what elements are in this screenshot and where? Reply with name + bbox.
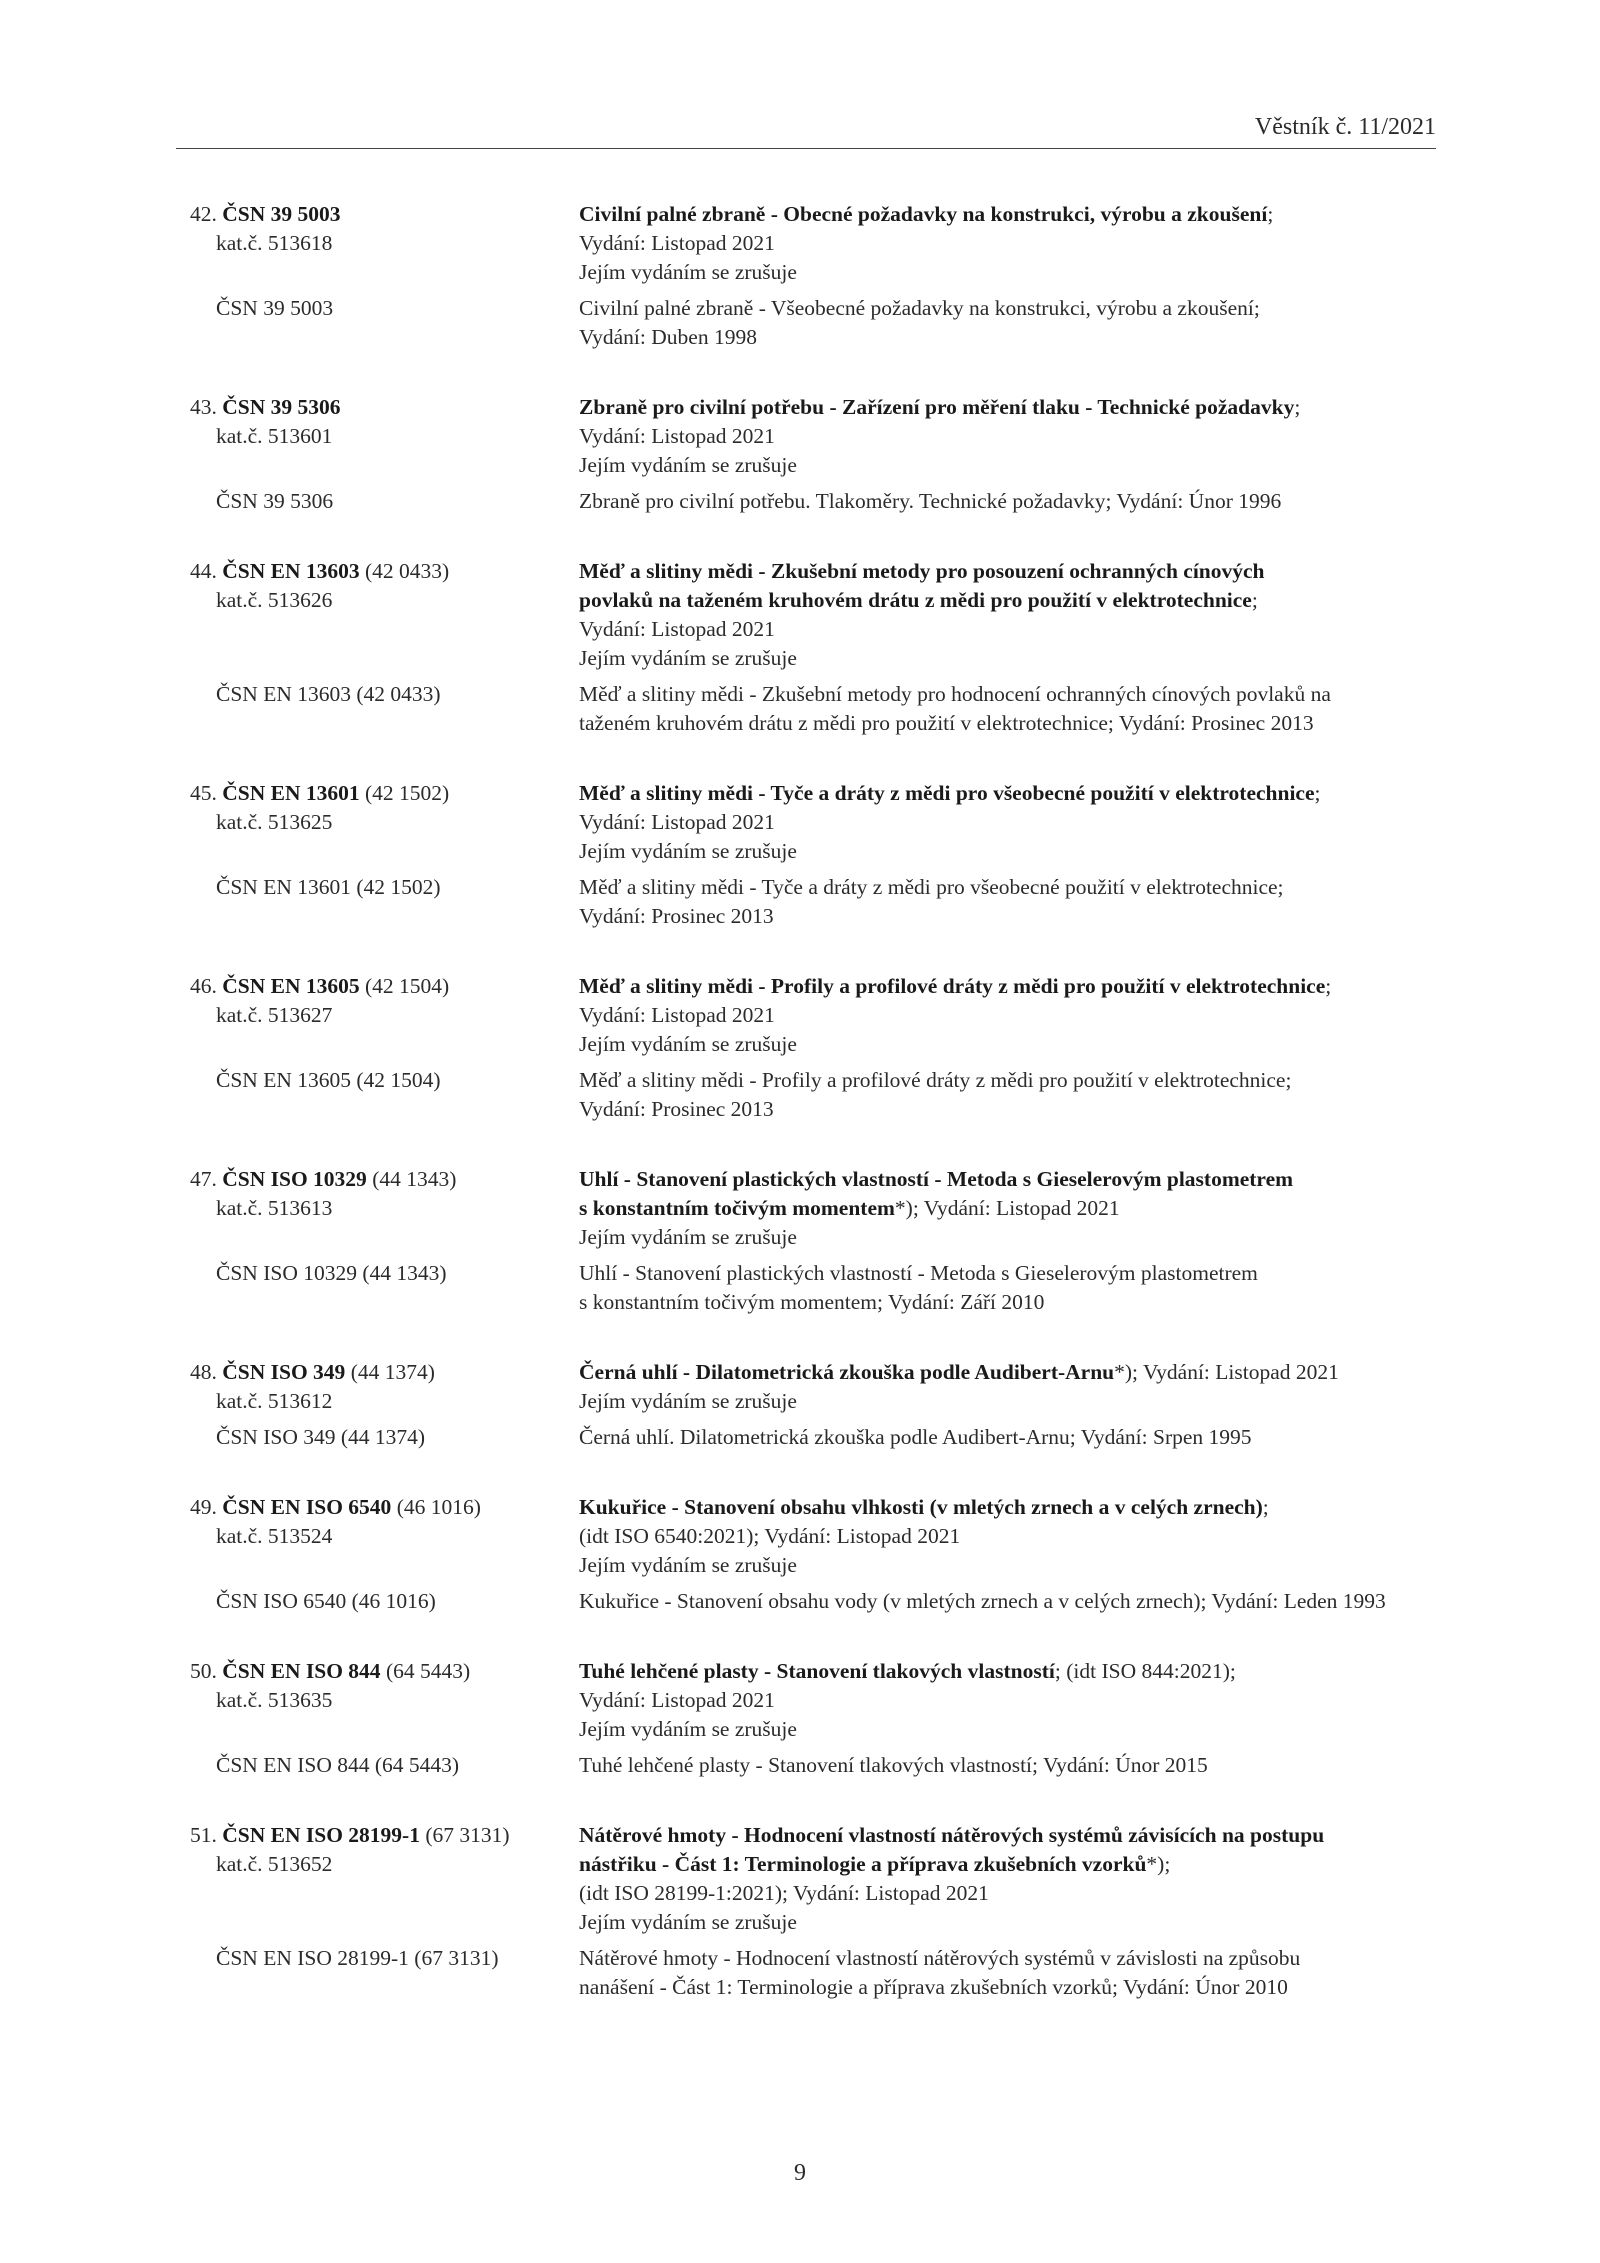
standard-title: nástřiku - Část 1: Terminologie a příprava zkušebních vzorků: [579, 1852, 1147, 1876]
catalog-number: kat.č. 513601: [216, 424, 333, 448]
replaced-standard-row: [190, 1751, 1446, 1780]
new-standard-identifiers: [190, 1493, 579, 1580]
new-standard-identifiers: [190, 557, 579, 673]
edition-info: Jejím vydáním se zrušuje: [579, 839, 797, 863]
new-standard-details: [579, 1493, 1446, 1580]
replaced-standard-title: Uhlí - Stanovení plastických vlastností - Metoda s Gieselerovým plastometrem: [579, 1261, 1258, 1285]
new-standard-identifiers: [190, 1657, 579, 1744]
edition-info: Vydání: Listopad 2021: [579, 1003, 775, 1027]
new-standard-details: [579, 1358, 1446, 1416]
new-standard-details: [579, 1821, 1446, 1937]
standard-entry: [190, 200, 1446, 352]
classification-code: (46 1016): [396, 1495, 481, 1519]
standard-title-line: [579, 972, 1446, 1001]
replaced-standard-details: [579, 294, 1446, 352]
new-standard-row: [190, 1493, 1446, 1580]
title-continuation: Vydání: Listopad 2021: [1138, 1360, 1339, 1384]
replaced-standard-code: ČSN EN ISO 28199-1 (67 3131): [216, 1946, 499, 1970]
edition-info: Vydání: Listopad 2021: [579, 810, 775, 834]
new-standard-identifiers: [190, 200, 579, 287]
bulletin-title: Věstník č. 11/2021: [1254, 114, 1436, 140]
replaced-standard-details: [579, 1259, 1446, 1317]
standard-title-line: [579, 1850, 1446, 1879]
new-standard-row: [190, 1821, 1446, 1937]
entry-number: 44.: [190, 559, 217, 583]
title-continuation: Vydání: Listopad 2021: [918, 1196, 1120, 1220]
standard-entry: [190, 1165, 1446, 1317]
replaced-standard-details: [579, 1587, 1446, 1616]
title-suffix: ;: [1251, 588, 1258, 612]
standard-designation: [190, 1358, 579, 1387]
replaced-standard-details: [579, 1944, 1446, 2002]
standard-title: Černá uhlí - Dilatometrická zkouška podle Audibert-Arnu: [579, 1360, 1115, 1384]
new-standard-identifiers: [190, 1165, 579, 1252]
replaced-standard-title: Vydání: Prosinec 2013: [579, 904, 774, 928]
edition-info: Jejím vydáním se zrušuje: [579, 1910, 797, 1934]
replaced-standard-title: Měď a slitiny mědi - Profily a profilové dráty z mědi pro použití v elektrotechnice;: [579, 1068, 1292, 1092]
replaced-standard-row: [190, 1587, 1446, 1616]
standard-code: ČSN EN ISO 28199-1: [222, 1823, 420, 1847]
entry-number: 51.: [190, 1823, 217, 1847]
catalog-number: kat.č. 513613: [216, 1196, 333, 1220]
standard-title: Civilní palné zbraně - Obecné požadavky na konstrukci, výrobu a zkoušení: [579, 202, 1268, 226]
title-continuation: (idt ISO 844:2021);: [1060, 1659, 1236, 1683]
entry-number: 46.: [190, 974, 217, 998]
new-standard-identifiers: [190, 1821, 579, 1937]
edition-info: Jejím vydáním se zrušuje: [579, 1032, 797, 1056]
replaced-standard-details: [579, 873, 1446, 931]
page-number: 9: [794, 2160, 806, 2186]
new-standard-details: [579, 393, 1446, 480]
standard-entry: [190, 1821, 1446, 2002]
replaced-standard-row: [190, 1944, 1446, 2002]
title-suffix: ;: [1054, 1659, 1061, 1683]
standard-entry: [190, 557, 1446, 738]
replaced-standard-details: [579, 487, 1446, 516]
standard-title-line: [579, 1821, 1446, 1850]
edition-info: Jejím vydáním se zrušuje: [579, 1553, 797, 1577]
new-standard-details: [579, 972, 1446, 1059]
standard-title-line: [579, 586, 1446, 615]
standard-code: ČSN EN 13601: [222, 781, 360, 805]
new-standard-details: [579, 1165, 1446, 1252]
standard-title-line: [579, 1194, 1446, 1223]
title-suffix: ;: [1267, 202, 1274, 226]
replaced-standard-title: Zbraně pro civilní potřebu. Tlakoměry. Technické požadavky; Vydání: Únor 1996: [579, 489, 1282, 513]
edition-info: Jejím vydáním se zrušuje: [579, 646, 797, 670]
replaced-standard-row: [190, 487, 1446, 516]
standard-code: ČSN 39 5003: [222, 202, 341, 226]
replaced-standard-title: Měď a slitiny mědi - Tyče a dráty z mědi pro všeobecné použití v elektrotechnice;: [579, 875, 1284, 899]
new-standard-identifiers: [190, 972, 579, 1059]
replaced-standard-code: ČSN ISO 6540 (46 1016): [216, 1589, 436, 1613]
replaced-standard-row: [190, 294, 1446, 352]
edition-info: (idt ISO 28199-1:2021); Vydání: Listopad 2021: [579, 1881, 989, 1905]
standard-code: ČSN EN ISO 844: [222, 1659, 381, 1683]
catalog-number: kat.č. 513625: [216, 810, 333, 834]
standard-title: Nátěrové hmoty - Hodnocení vlastností nátěrových systémů závisících na postupu: [579, 1823, 1325, 1847]
new-standard-identifiers: [190, 1358, 579, 1416]
standard-code: ČSN 39 5306: [222, 395, 341, 419]
catalog-number: kat.č. 513612: [216, 1389, 333, 1413]
title-suffix: ;: [1325, 974, 1332, 998]
replaced-standard-title: Tuhé lehčené plasty - Stanovení tlakových vlastností; Vydání: Únor 2015: [579, 1753, 1208, 1777]
standard-title: Uhlí - Stanovení plastických vlastností - Metoda s Gieselerovým plastometrem: [579, 1167, 1294, 1191]
standard-entry: [190, 779, 1446, 931]
classification-code: (44 1374): [350, 1360, 435, 1384]
edition-info: Jejím vydáním se zrušuje: [579, 453, 797, 477]
replaced-standard-title: nanášení - Část 1: Terminologie a příprava zkušebních vzorků; Vydání: Únor 2010: [579, 1975, 1288, 1999]
edition-info: Vydání: Listopad 2021: [579, 424, 775, 448]
replaced-standard-title: Kukuřice - Stanovení obsahu vody (v mletých zrnech a v celých zrnech); Vydání: Leden 1993: [579, 1589, 1386, 1613]
standard-entry: [190, 1493, 1446, 1616]
standard-designation: [190, 1657, 579, 1686]
entry-number: 42.: [190, 202, 217, 226]
standard-title-line: [579, 200, 1446, 229]
standard-code: ČSN ISO 349: [222, 1360, 346, 1384]
standard-title-line: [579, 1657, 1446, 1686]
standard-title: Měď a slitiny mědi - Profily a profilové dráty z mědi pro použití v elektrotechnice: [579, 974, 1326, 998]
catalog-number: kat.č. 513626: [216, 588, 333, 612]
replaced-standard-code: ČSN 39 5306: [216, 489, 334, 513]
standard-entry: [190, 1358, 1446, 1452]
standard-code: ČSN ISO 10329: [222, 1167, 367, 1191]
new-standard-identifiers: [190, 393, 579, 480]
replaced-standard-title: s konstantním točivým momentem; Vydání: Září 2010: [579, 1290, 1045, 1314]
standard-designation: [190, 393, 579, 422]
new-standard-row: [190, 972, 1446, 1059]
replaced-standard-title: Civilní palné zbraně - Všeobecné požadavky na konstrukci, výrobu a zkoušení;: [579, 296, 1260, 320]
edition-info: Jejím vydáním se zrušuje: [579, 1389, 797, 1413]
standard-title-line: [579, 557, 1446, 586]
edition-info: (idt ISO 6540:2021); Vydání: Listopad 2021: [579, 1524, 961, 1548]
title-suffix: *);: [1146, 1852, 1171, 1876]
new-standard-row: [190, 200, 1446, 287]
standard-designation: [190, 1493, 579, 1522]
replaced-standard-row: [190, 873, 1446, 931]
standard-designation: [190, 200, 579, 229]
standard-designation: [190, 1165, 579, 1194]
replaced-standard-title: Černá uhlí. Dilatometrická zkouška podle Audibert-Arnu; Vydání: Srpen 1995: [579, 1425, 1252, 1449]
replaced-standard-code: ČSN EN ISO 844 (64 5443): [216, 1753, 460, 1777]
title-suffix: *);: [894, 1196, 919, 1220]
replaced-standard-code: ČSN ISO 10329 (44 1343): [216, 1261, 447, 1285]
new-standard-row: [190, 1358, 1446, 1416]
standard-title: Kukuřice - Stanovení obsahu vlhkosti (v mletých zrnech a v celých zrnech): [579, 1495, 1263, 1519]
edition-info: Jejím vydáním se zrušuje: [579, 1717, 797, 1741]
replaced-standard-code: ČSN EN 13603 (42 0433): [216, 682, 441, 706]
replaced-standard-row: [190, 680, 1446, 738]
classification-code: (44 1343): [372, 1167, 457, 1191]
catalog-number: kat.č. 513627: [216, 1003, 333, 1027]
standard-code: ČSN EN 13605: [222, 974, 360, 998]
title-suffix: ;: [1314, 781, 1321, 805]
standard-title: s konstantním točivým momentem: [579, 1196, 895, 1220]
edition-info: Vydání: Listopad 2021: [579, 231, 775, 255]
standard-designation: [190, 557, 579, 586]
standard-title-line: [579, 779, 1446, 808]
entry-number: 48.: [190, 1360, 217, 1384]
classification-code: (42 1502): [365, 781, 450, 805]
replaced-standard-title: Vydání: Duben 1998: [579, 325, 757, 349]
catalog-number: kat.č. 513635: [216, 1688, 333, 1712]
classification-code: (67 3131): [425, 1823, 510, 1847]
entry-number: 43.: [190, 395, 217, 419]
replaced-standard-details: [579, 1066, 1446, 1124]
new-standard-details: [579, 779, 1446, 866]
replaced-standard-title: taženém kruhovém drátu z mědi pro použití v elektrotechnice; Vydání: Prosinec 2013: [579, 711, 1314, 735]
new-standard-details: [579, 1657, 1446, 1744]
edition-info: Jejím vydáním se zrušuje: [579, 1225, 797, 1249]
standard-designation: [190, 779, 579, 808]
replaced-standard-code: ČSN 39 5003: [216, 296, 334, 320]
catalog-number: kat.č. 513524: [216, 1524, 333, 1548]
replaced-standard-row: [190, 1066, 1446, 1124]
new-standard-details: [579, 557, 1446, 673]
entry-number: 45.: [190, 781, 217, 805]
catalog-number: kat.č. 513652: [216, 1852, 333, 1876]
standard-title-line: [579, 1358, 1446, 1387]
replaced-standard-title: Měď a slitiny mědi - Zkušební metody pro hodnocení ochranných cínových povlaků na: [579, 682, 1331, 706]
standard-title: Zbraně pro civilní potřebu - Zařízení pro měření tlaku - Technické požadavky: [579, 395, 1295, 419]
standard-entry: [190, 1657, 1446, 1780]
standard-entry: [190, 972, 1446, 1124]
standard-title-line: [579, 393, 1446, 422]
title-suffix: ;: [1294, 395, 1301, 419]
standard-designation: [190, 1821, 579, 1850]
standard-code: ČSN EN ISO 6540: [222, 1495, 392, 1519]
replaced-standard-code: ČSN EN 13605 (42 1504): [216, 1068, 441, 1092]
standard-designation: [190, 972, 579, 1001]
standard-code: ČSN EN 13603: [222, 559, 360, 583]
new-standard-row: [190, 393, 1446, 480]
new-standard-identifiers: [190, 779, 579, 866]
entry-number: 50.: [190, 1659, 217, 1683]
catalog-number: kat.č. 513618: [216, 231, 333, 255]
classification-code: (64 5443): [385, 1659, 471, 1683]
title-suffix: *);: [1114, 1360, 1139, 1384]
replaced-standard-row: [190, 1423, 1446, 1452]
standard-title-line: [579, 1493, 1446, 1522]
replaced-standard-row: [190, 1259, 1446, 1317]
page-header: [176, 116, 1436, 149]
replaced-standard-code: ČSN ISO 349 (44 1374): [216, 1425, 426, 1449]
standard-title-line: [579, 1165, 1446, 1194]
entry-number: 47.: [190, 1167, 217, 1191]
classification-code: (42 1504): [365, 974, 450, 998]
entry-number: 49.: [190, 1495, 217, 1519]
new-standard-row: [190, 557, 1446, 673]
classification-code: (42 0433): [365, 559, 450, 583]
replaced-standard-code: ČSN EN 13601 (42 1502): [216, 875, 441, 899]
standard-title: Měď a slitiny mědi - Zkušební metody pro posouzení ochranných cínových: [579, 559, 1265, 583]
new-standard-details: [579, 200, 1446, 287]
standard-title: Měď a slitiny mědi - Tyče a dráty z mědi pro všeobecné použití v elektrotechnice: [579, 781, 1315, 805]
edition-info: Jejím vydáním se zrušuje: [579, 260, 797, 284]
replaced-standard-details: [579, 1751, 1446, 1780]
title-suffix: ;: [1262, 1495, 1269, 1519]
edition-info: Vydání: Listopad 2021: [579, 617, 775, 641]
standard-title: povlaků na taženém kruhovém drátu z mědi pro použití v elektrotechnice: [579, 588, 1252, 612]
standard-title: Tuhé lehčené plasty - Stanovení tlakových vlastností: [579, 1659, 1055, 1683]
replaced-standard-title: Nátěrové hmoty - Hodnocení vlastností nátěrových systémů v závislosti na způsobu: [579, 1946, 1301, 1970]
replaced-standard-title: Vydání: Prosinec 2013: [579, 1097, 774, 1121]
standards-list: [190, 200, 1446, 2043]
edition-info: Vydání: Listopad 2021: [579, 1688, 775, 1712]
new-standard-row: [190, 1165, 1446, 1252]
replaced-standard-details: [579, 680, 1446, 738]
replaced-standard-details: [579, 1423, 1446, 1452]
new-standard-row: [190, 1657, 1446, 1744]
standard-entry: [190, 393, 1446, 516]
new-standard-row: [190, 779, 1446, 866]
